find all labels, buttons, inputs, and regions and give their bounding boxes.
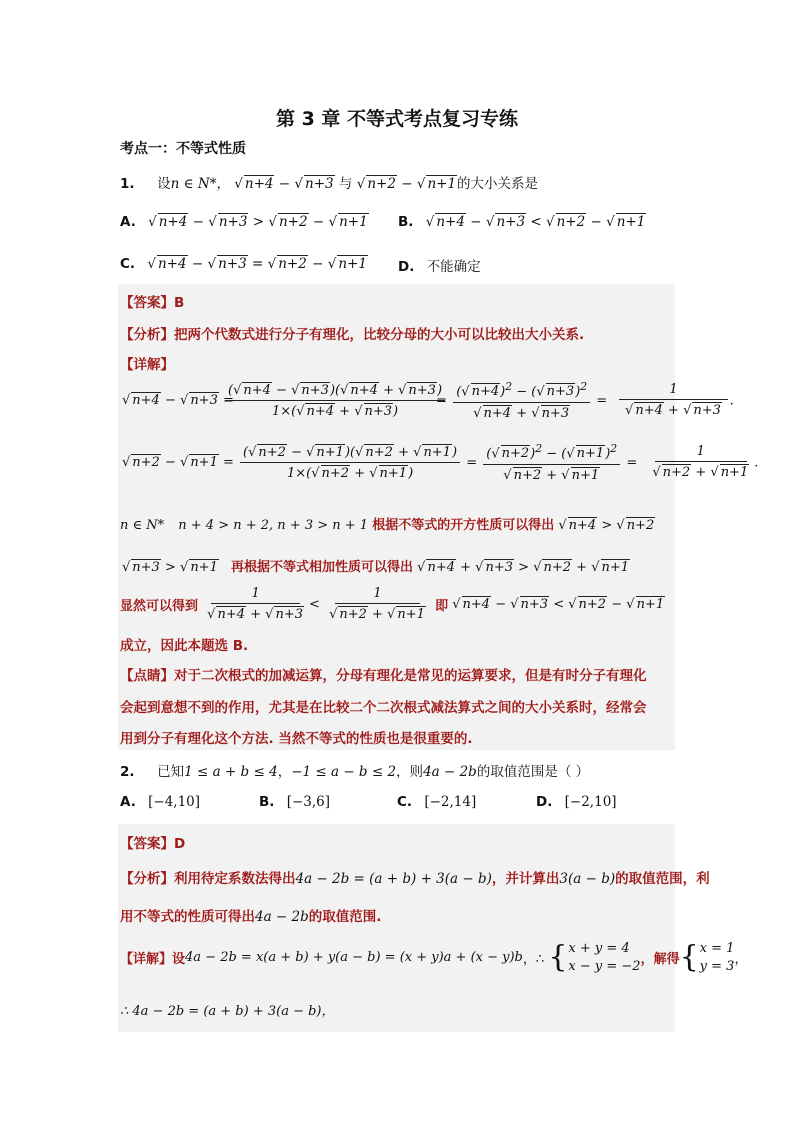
section-heading: 考点一：不等式性质 bbox=[120, 141, 246, 157]
condition-2: −1 ≤ a − b ≤ 2 bbox=[291, 764, 397, 780]
detail-tag: 【详解】 bbox=[120, 952, 173, 968]
stem-set: n ∈ N*， bbox=[170, 176, 230, 192]
detail-tag bbox=[120, 353, 174, 373]
option-b: B. √ n+4 − √ n+3 < √ n+2 − √ n+1 bbox=[398, 214, 646, 230]
derivation-3: n ∈ N* n + 4 > n + 2, n + 3 > n + 1 根据不等式的开方性质可以得出 √ n+4 > √ n+2 bbox=[120, 518, 655, 533]
answer-line bbox=[120, 291, 184, 311]
option-c: C. √ n+4 − √ n+3 = √ n+2 − √ n+1 bbox=[120, 256, 367, 272]
analysis-line bbox=[120, 323, 584, 343]
explain-text: 即 bbox=[435, 598, 449, 614]
option-label: D. bbox=[536, 794, 553, 810]
question-number: 1. bbox=[120, 176, 135, 192]
option-label: A. bbox=[120, 794, 136, 810]
math-inline: 4a − 2b = x(a + b) + y(a − b) = (x + y)a + (x − y)b bbox=[185, 950, 523, 966]
q2-option-b bbox=[259, 794, 330, 810]
math-inline: n ∈ N* bbox=[120, 518, 165, 533]
option-label: C. bbox=[397, 794, 413, 810]
derivation-2: √ n+2 − √ n+1 = $\frac{(√ n+2 - √ n+1)(√ n+2 + √ n+1)}{1\times(√ n+2 + √ n+1)}$ = $\frac{(√ n+2)^2 - (√ n+1)^2}{√ n+2 + √ n+1}$ = $\frac{1}{√ n+2 + √ n+1}$ . bbox=[122, 442, 759, 483]
detail-tag-text: 【详解】 bbox=[120, 357, 174, 373]
q2-last-line: ∴ 4a − 2b = (a + b) + 3(a − b)， bbox=[120, 1004, 335, 1019]
comment-text: 对于二次根式的加减运算，分母有理化是常见的运算要求，但是有时分子有理化 bbox=[174, 668, 647, 684]
derivation-4: √ n+3 > √ n+1 再根据不等式相加性质可以得出 √ n+4 + √ n+3 > √ n+2 + √ n+1 bbox=[122, 560, 630, 575]
option-value: [−4,10] bbox=[148, 794, 201, 810]
page-title: 第 3 章 不等式考点复习专练 bbox=[275, 108, 519, 130]
option-value: [−2,14] bbox=[424, 794, 477, 810]
answer-tag: 【答案】 bbox=[120, 295, 174, 311]
derivation-5: 显然可以得到 $\frac{1}{√ n+4 + √ n+3}$ < $\frac{1}{√ n+2 + √ n+1}$ 即 √ n+4 − √ n+3 < √ n+2 − √ n+1 bbox=[120, 586, 665, 622]
answer-value: B bbox=[174, 295, 185, 311]
stem-expr: 4a − 2b bbox=[423, 764, 477, 780]
comment-line-1 bbox=[120, 664, 647, 684]
stem-text: 的大小关系是 bbox=[457, 176, 539, 192]
option-d bbox=[398, 255, 481, 275]
expr-b: √ n+2 − √ n+1 bbox=[356, 176, 457, 192]
stem-text: 已知 bbox=[157, 764, 185, 780]
solution-eq: y = 3 bbox=[699, 958, 735, 974]
q2-analysis-line-1 bbox=[120, 867, 710, 887]
question-2-stem: 2. 已知1 ≤ a + b ≤ 4，−1 ≤ a − b ≤ 2，则4a − 2b的取值范围是（ ） bbox=[120, 764, 590, 780]
analysis-text: 用不等式的性质可得出 bbox=[120, 909, 255, 925]
q2-option-c bbox=[397, 794, 476, 810]
option-label: D. bbox=[398, 259, 415, 275]
analysis-tag: 【分析】 bbox=[120, 871, 174, 887]
option-label: C. bbox=[120, 256, 136, 272]
option-a: A. √ n+4 − √ n+3 > √ n+2 − √ n+1 bbox=[120, 214, 368, 230]
math-inline: 3(a − b) bbox=[559, 871, 616, 887]
math-inline: n + 4 > n + 2, n + 3 > n + 1 bbox=[178, 518, 369, 533]
stem-text: 设 bbox=[157, 176, 171, 192]
option-label: B. bbox=[259, 794, 275, 810]
math-inline: 4a − 2b bbox=[255, 909, 309, 925]
derivation-6: 成立，因此本题选 B. bbox=[120, 638, 249, 654]
q2-option-a bbox=[120, 794, 200, 810]
stem-text: ，则 bbox=[396, 764, 424, 780]
condition-1: 1 ≤ a + b ≤ 4 bbox=[184, 764, 278, 780]
question-1-stem bbox=[120, 172, 538, 192]
stem-text: 与 bbox=[338, 176, 353, 192]
expr-a: √ n+4 − √ n+3 bbox=[234, 176, 334, 192]
explain-text: 根据不等式的开方性质可以得出 bbox=[372, 518, 555, 533]
detail-text: ， bbox=[734, 952, 748, 968]
system-eq: x − y = −2 bbox=[568, 958, 641, 974]
explain-text: 显然可以得到 bbox=[120, 598, 199, 614]
option-text: 不能确定 bbox=[426, 259, 481, 275]
derivation-1: √ n+4 − √ n+3 = $\frac{(√ n+4 - √ n+3)(√ n+4 + √ n+3)}{1\times(√ n+4 + √ n+3)}$ = $\frac{(√ n+4)^2 - (√ n+3)^2}{√ n+4 + √ n+3}$ = $\frac{1}{√ n+4 + √ n+3}$ . bbox=[122, 380, 734, 421]
option-value: [−3,6] bbox=[286, 794, 331, 810]
question-number: 2. bbox=[120, 764, 135, 780]
stem-text: 的取值范围是（ ） bbox=[476, 764, 590, 780]
analysis-text: 把两个代数式进行分子有理化，比较分母的大小可以比较出大小关系. bbox=[174, 327, 585, 343]
comment-line-2: 会起到意想不到的作用，尤其是在比较二个二次根式减法算式之间的大小关系时，经常会 bbox=[120, 700, 647, 716]
analysis-text: 利用待定系数法得出 bbox=[174, 871, 296, 887]
comment-tag: 【点睛】 bbox=[120, 668, 174, 684]
detail-text: ，∴ bbox=[522, 952, 545, 968]
system-eq: x + y = 4 bbox=[568, 941, 630, 956]
solution-eq: x = 1 bbox=[699, 941, 735, 956]
comment-line-3: 用到分子有理化这个方法. 当然不等式的性质也是很重要的. bbox=[120, 731, 473, 747]
detail-text: 设 bbox=[172, 952, 186, 968]
analysis-text: 的取值范围，利 bbox=[615, 871, 710, 887]
option-value: [−2,10] bbox=[564, 794, 617, 810]
math-inline: 4a − 2b = (a + b) + 3(a − b) bbox=[295, 871, 492, 887]
answer-value: D bbox=[174, 836, 186, 852]
explain-text: 再根据不等式相加性质可以得出 bbox=[231, 560, 414, 575]
q2-analysis-line-2 bbox=[120, 905, 381, 925]
analysis-text: ，并计算出 bbox=[491, 871, 560, 887]
q2-detail-line: 【详解】设4a − 2b = x(a + b) + y(a − b) = (x + y)a + (x − y)b，∴ { x + y = 4 x − y = −2 ，解得{ x = 1 y = 3 ， bbox=[120, 939, 748, 975]
q2-option-d bbox=[536, 794, 617, 810]
analysis-tag: 【分析】 bbox=[120, 327, 174, 343]
option-label: B. bbox=[398, 214, 414, 230]
analysis-text: 的取值范围. bbox=[308, 909, 382, 925]
detail-text: ，解得 bbox=[640, 952, 680, 968]
option-label: A. bbox=[120, 214, 136, 230]
answer-tag: 【答案】 bbox=[120, 836, 174, 852]
q2-answer-line bbox=[120, 832, 185, 852]
